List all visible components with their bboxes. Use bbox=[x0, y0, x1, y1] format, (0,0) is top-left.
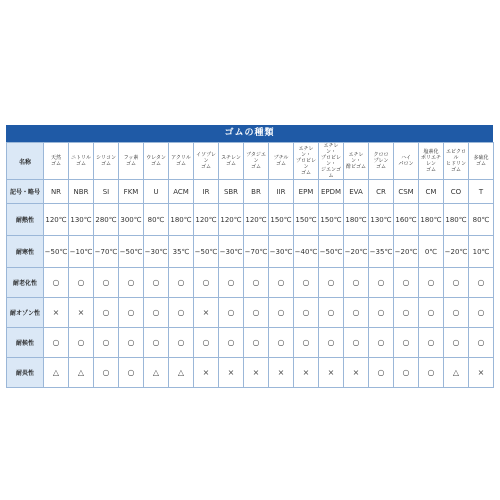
rubber-name: クロロ プレン ゴム bbox=[373, 152, 389, 170]
rubber-name: エピクロル ヒドリン ゴム bbox=[445, 149, 466, 173]
row-weather bbox=[7, 328, 494, 358]
weather-cell: ○ bbox=[169, 328, 194, 358]
name-cell bbox=[444, 143, 469, 180]
row-cold bbox=[7, 236, 494, 268]
cold-cell: −20℃ bbox=[394, 236, 419, 268]
flame-cell: × bbox=[344, 358, 369, 388]
cold-cell: −10℃ bbox=[69, 236, 94, 268]
rubber-name: エチレン・ 酢ビゴム bbox=[345, 152, 366, 170]
heat-cell: 160℃ bbox=[394, 204, 419, 236]
code-cell: NR bbox=[44, 180, 69, 204]
rubber-types-table-container bbox=[6, 125, 493, 388]
row-label-name: 名称 bbox=[7, 143, 44, 180]
aging-cell: ○ bbox=[94, 268, 119, 298]
flame-cell: ○ bbox=[394, 358, 419, 388]
name-cell bbox=[169, 143, 194, 180]
name-cell bbox=[394, 143, 419, 180]
weather-cell: ○ bbox=[294, 328, 319, 358]
heat-cell: 180℃ bbox=[419, 204, 444, 236]
code-cell: CM bbox=[419, 180, 444, 204]
flame-cell: × bbox=[294, 358, 319, 388]
name-cell bbox=[44, 143, 69, 180]
rubber-name: 塩素化 ポリエチレン ゴム bbox=[421, 149, 441, 173]
cold-cell: −70℃ bbox=[94, 236, 119, 268]
cold-cell: 10℃ bbox=[469, 236, 494, 268]
code-cell: IIR bbox=[269, 180, 294, 204]
code-cell: SI bbox=[94, 180, 119, 204]
flame-cell: ○ bbox=[119, 358, 144, 388]
row-ozone bbox=[7, 298, 494, 328]
aging-cell: ○ bbox=[344, 268, 369, 298]
rubber-name: アクリル ゴム bbox=[171, 155, 191, 167]
code-cell: FKM bbox=[119, 180, 144, 204]
code-cell: EPDM bbox=[319, 180, 344, 204]
cold-cell: −50℃ bbox=[119, 236, 144, 268]
row-flame bbox=[7, 358, 494, 388]
cold-cell: −30℃ bbox=[269, 236, 294, 268]
code-cell: T bbox=[469, 180, 494, 204]
aging-cell: ○ bbox=[144, 268, 169, 298]
code-cell: EVA bbox=[344, 180, 369, 204]
cold-cell: 35℃ bbox=[169, 236, 194, 268]
rubber-name: イソプレン ゴム bbox=[196, 152, 216, 170]
cold-cell: −70℃ bbox=[244, 236, 269, 268]
weather-cell: ○ bbox=[419, 328, 444, 358]
aging-cell: ○ bbox=[444, 268, 469, 298]
heat-cell: 130℃ bbox=[69, 204, 94, 236]
flame-cell: △ bbox=[44, 358, 69, 388]
table-title: ゴムの種類 bbox=[6, 125, 493, 142]
weather-cell: ○ bbox=[119, 328, 144, 358]
heat-cell: 180℃ bbox=[169, 204, 194, 236]
heat-cell: 150℃ bbox=[319, 204, 344, 236]
ozone-cell: × bbox=[194, 298, 219, 328]
rubber-name: ブチル ゴム bbox=[273, 155, 289, 167]
row-label-weather: 耐候性 bbox=[7, 328, 44, 358]
heat-cell: 120℃ bbox=[194, 204, 219, 236]
flame-cell: ○ bbox=[369, 358, 394, 388]
cold-cell: 0℃ bbox=[419, 236, 444, 268]
code-cell: NBR bbox=[69, 180, 94, 204]
row-aging bbox=[7, 268, 494, 298]
flame-cell: △ bbox=[169, 358, 194, 388]
ozone-cell: ○ bbox=[119, 298, 144, 328]
ozone-cell: ○ bbox=[344, 298, 369, 328]
flame-cell: × bbox=[469, 358, 494, 388]
rubber-name: 多硫化 ゴム bbox=[473, 155, 489, 167]
row-label-heat: 耐熱性 bbox=[7, 204, 44, 236]
name-cell bbox=[369, 143, 394, 180]
ozone-cell: ○ bbox=[419, 298, 444, 328]
weather-cell: ○ bbox=[244, 328, 269, 358]
cold-cell: −50℃ bbox=[319, 236, 344, 268]
code-cell: BR bbox=[244, 180, 269, 204]
ozone-cell: ○ bbox=[144, 298, 169, 328]
weather-cell: ○ bbox=[469, 328, 494, 358]
rubber-name: エチレン・ プロピレン ゴム bbox=[295, 146, 316, 176]
cold-cell: −50℃ bbox=[44, 236, 69, 268]
flame-cell: × bbox=[269, 358, 294, 388]
name-cell bbox=[69, 143, 94, 180]
flame-cell: × bbox=[319, 358, 344, 388]
flame-cell: × bbox=[219, 358, 244, 388]
row-heat bbox=[7, 204, 494, 236]
code-cell: CO bbox=[444, 180, 469, 204]
ozone-cell: ○ bbox=[244, 298, 269, 328]
weather-cell: ○ bbox=[319, 328, 344, 358]
heat-cell: 280℃ bbox=[94, 204, 119, 236]
heat-cell: 120℃ bbox=[44, 204, 69, 236]
aging-cell: ○ bbox=[44, 268, 69, 298]
weather-cell: ○ bbox=[69, 328, 94, 358]
aging-cell: ○ bbox=[119, 268, 144, 298]
ozone-cell: ○ bbox=[269, 298, 294, 328]
heat-cell: 80℃ bbox=[469, 204, 494, 236]
aging-cell: ○ bbox=[194, 268, 219, 298]
code-cell: EPM bbox=[294, 180, 319, 204]
ozone-cell: × bbox=[69, 298, 94, 328]
aging-cell: ○ bbox=[69, 268, 94, 298]
name-cell bbox=[219, 143, 244, 180]
row-name bbox=[7, 143, 494, 180]
aging-cell: ○ bbox=[294, 268, 319, 298]
name-cell bbox=[94, 143, 119, 180]
flame-cell: △ bbox=[144, 358, 169, 388]
name-cell bbox=[194, 143, 219, 180]
weather-cell: ○ bbox=[219, 328, 244, 358]
aging-cell: ○ bbox=[319, 268, 344, 298]
heat-cell: 300℃ bbox=[119, 204, 144, 236]
rubber-name: エチレン・ プロピレン・ ジエンゴム bbox=[320, 143, 341, 179]
heat-cell: 130℃ bbox=[369, 204, 394, 236]
cold-cell: −35℃ bbox=[369, 236, 394, 268]
ozone-cell: ○ bbox=[469, 298, 494, 328]
aging-cell: ○ bbox=[169, 268, 194, 298]
rubber-name: ブタジエン ゴム bbox=[246, 152, 266, 170]
cold-cell: −20℃ bbox=[444, 236, 469, 268]
weather-cell: ○ bbox=[394, 328, 419, 358]
cold-cell: −30℃ bbox=[219, 236, 244, 268]
aging-cell: ○ bbox=[394, 268, 419, 298]
name-cell bbox=[319, 143, 344, 180]
cold-cell: −30℃ bbox=[144, 236, 169, 268]
row-label-ozone: 耐オゾン性 bbox=[7, 298, 44, 328]
cold-cell: −20℃ bbox=[344, 236, 369, 268]
ozone-cell: ○ bbox=[444, 298, 469, 328]
heat-cell: 120℃ bbox=[219, 204, 244, 236]
name-cell bbox=[269, 143, 294, 180]
cold-cell: −40℃ bbox=[294, 236, 319, 268]
row-label-aging: 耐老化性 bbox=[7, 268, 44, 298]
name-cell bbox=[119, 143, 144, 180]
flame-cell: × bbox=[244, 358, 269, 388]
weather-cell: ○ bbox=[369, 328, 394, 358]
rubber-name: 天然 ゴム bbox=[50, 155, 61, 167]
weather-cell: ○ bbox=[144, 328, 169, 358]
rubber-name: ウレタン ゴム bbox=[146, 155, 166, 167]
aging-cell: ○ bbox=[369, 268, 394, 298]
code-cell: U bbox=[144, 180, 169, 204]
name-cell bbox=[419, 143, 444, 180]
ozone-cell: ○ bbox=[394, 298, 419, 328]
weather-cell: ○ bbox=[44, 328, 69, 358]
heat-cell: 120℃ bbox=[244, 204, 269, 236]
weather-cell: ○ bbox=[344, 328, 369, 358]
cold-cell: −50℃ bbox=[194, 236, 219, 268]
name-cell bbox=[144, 143, 169, 180]
weather-cell: ○ bbox=[444, 328, 469, 358]
flame-cell: ○ bbox=[419, 358, 444, 388]
rubber-name: ニトリル ゴム bbox=[70, 155, 91, 167]
aging-cell: ○ bbox=[469, 268, 494, 298]
code-cell: ACM bbox=[169, 180, 194, 204]
row-code bbox=[7, 180, 494, 204]
heat-cell: 180℃ bbox=[344, 204, 369, 236]
row-label-cold: 耐寒性 bbox=[7, 236, 44, 268]
weather-cell: ○ bbox=[269, 328, 294, 358]
weather-cell: ○ bbox=[94, 328, 119, 358]
flame-cell: × bbox=[194, 358, 219, 388]
heat-cell: 180℃ bbox=[444, 204, 469, 236]
heat-cell: 150℃ bbox=[269, 204, 294, 236]
rubber-name: フッ素 ゴム bbox=[123, 155, 139, 167]
code-cell: IR bbox=[194, 180, 219, 204]
flame-cell: ○ bbox=[94, 358, 119, 388]
aging-cell: ○ bbox=[419, 268, 444, 298]
code-cell: CR bbox=[369, 180, 394, 204]
ozone-cell: ○ bbox=[94, 298, 119, 328]
ozone-cell: ○ bbox=[294, 298, 319, 328]
ozone-cell: × bbox=[44, 298, 69, 328]
rubber-name: シリコン ゴム bbox=[96, 155, 116, 167]
flame-cell: △ bbox=[69, 358, 94, 388]
name-cell bbox=[244, 143, 269, 180]
aging-cell: ○ bbox=[269, 268, 294, 298]
aging-cell: ○ bbox=[219, 268, 244, 298]
ozone-cell: ○ bbox=[369, 298, 394, 328]
row-label-flame: 耐炎性 bbox=[7, 358, 44, 388]
rubber-properties-table bbox=[6, 142, 494, 388]
heat-cell: 150℃ bbox=[294, 204, 319, 236]
aging-cell: ○ bbox=[244, 268, 269, 298]
row-label-code: 記号・略号 bbox=[7, 180, 44, 204]
name-cell bbox=[294, 143, 319, 180]
ozone-cell: ○ bbox=[169, 298, 194, 328]
rubber-name: スチレン ゴム bbox=[221, 155, 241, 167]
ozone-cell: ○ bbox=[219, 298, 244, 328]
ozone-cell: ○ bbox=[319, 298, 344, 328]
flame-cell: △ bbox=[444, 358, 469, 388]
weather-cell: ○ bbox=[194, 328, 219, 358]
heat-cell: 80℃ bbox=[144, 204, 169, 236]
name-cell bbox=[469, 143, 494, 180]
code-cell: CSM bbox=[394, 180, 419, 204]
name-cell bbox=[344, 143, 369, 180]
rubber-name: ハイ パロン bbox=[398, 155, 414, 167]
code-cell: SBR bbox=[219, 180, 244, 204]
